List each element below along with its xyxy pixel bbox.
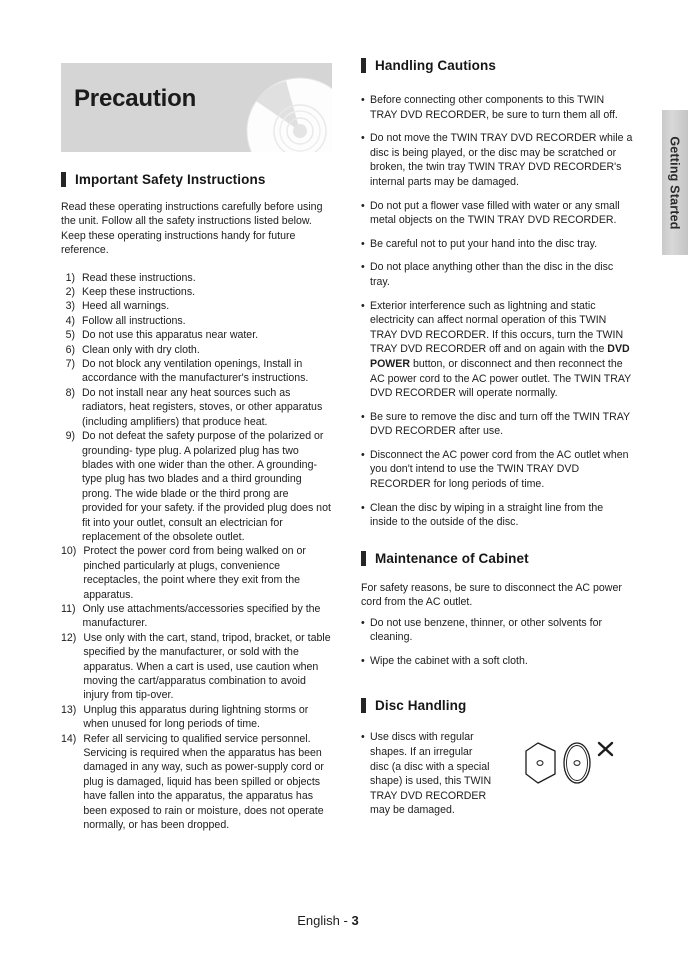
section-header-handling-cautions [361, 58, 633, 73]
list-item-text: Do not use this apparatus near water. [82, 329, 259, 342]
list-item-text-rich [370, 299, 633, 401]
list-item-text: Disconnect the AC power cord from the AC outlet when you don't intend to use the TWIN TRAY DVD RECORDER for long periods of time. [370, 448, 629, 491]
right-column [361, 58, 633, 827]
list-item-text: Do not move the TWIN TRAY DVD RECORDER while a disc is being played, or the disc may be scratched or broken, the twin tray TWIN TRAY DVD RECORDER's internal parts may be damaged. [370, 132, 633, 188]
text-post: button, or disconnect and then reconnect the AC power cord to the AC power outlet. The TWIN TRAY DVD RECORDER will operate normally. [370, 357, 632, 400]
list-item [361, 448, 633, 492]
list-item-text: Before connecting other components to this TWIN TRAY DVD RECORDER, be sure to turn them all off. [370, 94, 618, 121]
list-item-number: 12) [61, 631, 77, 644]
list-item-number: 14) [61, 732, 77, 745]
list-item-text: Protect the power cord from being walked on or pinched particularly at plugs, convenience receptacles, the point where they exit from the apparatus. [83, 545, 306, 601]
list-item [361, 260, 633, 289]
list-item-number: 6) [65, 343, 75, 356]
list-item-text: Follow all instructions. [82, 314, 186, 327]
list-item-number: 8) [65, 386, 75, 399]
list-item-text: Use discs with regular shapes. If an irregular disc (a disc with a special shape) is used, this TWIN TRAY DVD RECORDER may be damaged. [370, 731, 492, 817]
list-item [61, 314, 332, 328]
bullet-icon: • [361, 501, 365, 514]
list-item [61, 602, 332, 631]
bullet-icon: • [361, 448, 365, 461]
list-item-number: 1) [65, 271, 75, 284]
list-item-text: Do not block any ventilation openings, Install in accordance with the manufacturer's instructions. [82, 358, 309, 385]
list-item [61, 429, 332, 544]
oval-disc-icon [564, 743, 590, 783]
side-tab-getting-started [662, 110, 688, 255]
list-item-number: 7) [65, 358, 75, 371]
page-footer [0, 912, 688, 930]
bullet-icon: • [361, 299, 365, 312]
list-item [61, 328, 332, 342]
section-header-safety [61, 172, 332, 187]
dvd-disc-graphic-icon [246, 77, 332, 152]
list-item [361, 199, 633, 228]
list-item [61, 357, 332, 386]
list-item-text: Heed all warnings. [82, 300, 170, 313]
list-item-text: Do not defeat the safety purpose of the polarized or grounding- type plug. A polarized plug has two blades with one wider than the other. A grounding-type plug has two blades and a third grounding prong. The wide blade or the third prong are provided for your safety. if the provided plug does not fit into your outlet, consult an electrician for replacement of the obsolete outlet. [82, 430, 331, 543]
cross-mark-icon [599, 743, 612, 755]
bullet-icon: • [361, 132, 365, 145]
disc-handling-content [361, 730, 633, 827]
bullet-icon: • [361, 261, 365, 274]
list-item [361, 616, 633, 645]
irregular-disc-figures [523, 738, 623, 798]
list-item [61, 732, 332, 833]
list-item-text: Read these instructions. [82, 271, 196, 284]
list-item-text: Be sure to remove the disc and turn off the TWIN TRAY DVD RECORDER after use. [370, 410, 630, 438]
section-title-maintenance: Maintenance of Cabinet [375, 550, 529, 566]
side-tab-label: Getting Started [668, 135, 683, 230]
section-title-safety: Important Safety Instructions [75, 172, 266, 187]
footer-page-number: 3 [351, 913, 359, 928]
list-item-text: Wipe the cabinet with a soft cloth. [370, 654, 528, 667]
precaution-banner [61, 63, 332, 152]
bullet-icon: • [361, 94, 365, 106]
list-item-text: Do not put a flower vase filled with water or any small metal objects on the TWIN TRAY DVD RECORDER. [370, 199, 620, 227]
bullet-icon: • [361, 199, 365, 212]
list-item-text: Clean only with dry cloth. [82, 343, 200, 356]
list-item [61, 343, 332, 357]
footer-dash: - [343, 913, 348, 928]
list-item-text: Use only with the cart, stand, tripod, bracket, or table specified by the manufacturer, or sold with the apparatus. When a cart is used, use caution when moving the cart/apparatus combination to avoid injury from tip-over. [83, 631, 331, 702]
list-item-number: 10) [61, 545, 77, 558]
section-bar-icon [61, 172, 66, 187]
section-title-handling-cautions: Handling Cautions [375, 58, 496, 73]
list-item-number: 5) [65, 329, 75, 342]
footer-language: English [297, 913, 340, 928]
list-item [61, 271, 332, 285]
page-title: Precaution [74, 85, 197, 112]
section-header-maintenance [361, 551, 633, 566]
list-item-number: 2) [65, 286, 75, 299]
disc-shape-figures-group [523, 738, 623, 798]
text-bold-dvd-power: DVD POWER [370, 343, 630, 370]
safety-intro-paragraph: Read these operating instructions carefully before using the unit. Follow all the safety instructions listed below. Keep these operating instructions handy for future reference. [61, 201, 323, 257]
list-item-text: Do not place anything other than the disc in the disc tray. [370, 261, 614, 288]
list-item [361, 410, 633, 439]
list-item [361, 730, 493, 818]
list-item [61, 631, 332, 703]
handling-cautions-list [361, 93, 633, 530]
hexagon-disc-icon [526, 743, 555, 783]
list-item-text: Keep these instructions. [82, 286, 196, 299]
left-column [61, 63, 332, 832]
list-item-text: Do not install near any heat sources such as radiators, heat registers, stoves, or other apparatus (including amplifiers) that produce heat. [82, 386, 323, 428]
list-item-number: 11) [61, 602, 76, 615]
section-bar-icon [361, 58, 366, 73]
safety-instruction-list [61, 271, 332, 833]
list-item [61, 544, 332, 602]
list-item [361, 501, 633, 530]
list-item [361, 237, 633, 252]
list-item [361, 93, 633, 122]
list-item-text: Unplug this apparatus during lightning storms or when unused for long periods of time. [83, 703, 309, 731]
bullet-icon: • [361, 237, 365, 250]
list-item-number: 13) [61, 703, 77, 716]
list-item [361, 131, 633, 189]
text-pre: Exterior interference such as lightning and static electricity can affect normal operation of this TWIN TRAY DVD RECORDER. If this occurs, turn the TWIN TRAY DVD RECORDER off and on again with the [370, 299, 624, 356]
list-item-number: 9) [65, 430, 75, 443]
list-item [361, 299, 633, 401]
bullet-icon: • [361, 616, 365, 629]
maintenance-list [361, 616, 633, 669]
list-item [361, 654, 633, 669]
list-item-text: Be careful not to put your hand into the disc tray. [370, 237, 598, 250]
section-title-disc-handling: Disc Handling [375, 698, 467, 714]
list-item-text: Only use attachments/accessories specified by the manufacturer. [82, 602, 321, 630]
list-item-text: Clean the disc by wiping in a straight line from the inside to the outside of the disc. [370, 501, 604, 529]
list-item [61, 703, 332, 732]
maintenance-intro-paragraph: For safety reasons, be sure to disconnect the AC power cord from the AC outlet. [361, 581, 622, 609]
list-item-text: Do not use benzene, thinner, or other solvents for cleaning. [370, 616, 603, 644]
list-item-number: 4) [65, 314, 75, 327]
list-item [61, 285, 332, 299]
list-item-number: 3) [65, 300, 75, 313]
section-header-disc-handling [361, 698, 633, 713]
bullet-icon: • [361, 410, 365, 423]
list-item [61, 299, 332, 313]
disc-handling-text-block [361, 730, 493, 827]
section-bar-icon [361, 551, 366, 566]
list-item-text: Refer all servicing to qualified service personnel. Servicing is required when the apparatus has been damaged in any way, such as power-supply cord or plug is damaged, liquid has been spilled or objects have fallen into the apparatus, the apparatus has been exposed to rain or moisture, does not operate normally, or has been dropped. [83, 732, 324, 832]
bullet-icon: • [361, 654, 365, 667]
bullet-icon: • [361, 731, 365, 744]
disc-handling-list [361, 730, 493, 818]
section-bar-icon [361, 698, 366, 713]
list-item [61, 386, 332, 429]
